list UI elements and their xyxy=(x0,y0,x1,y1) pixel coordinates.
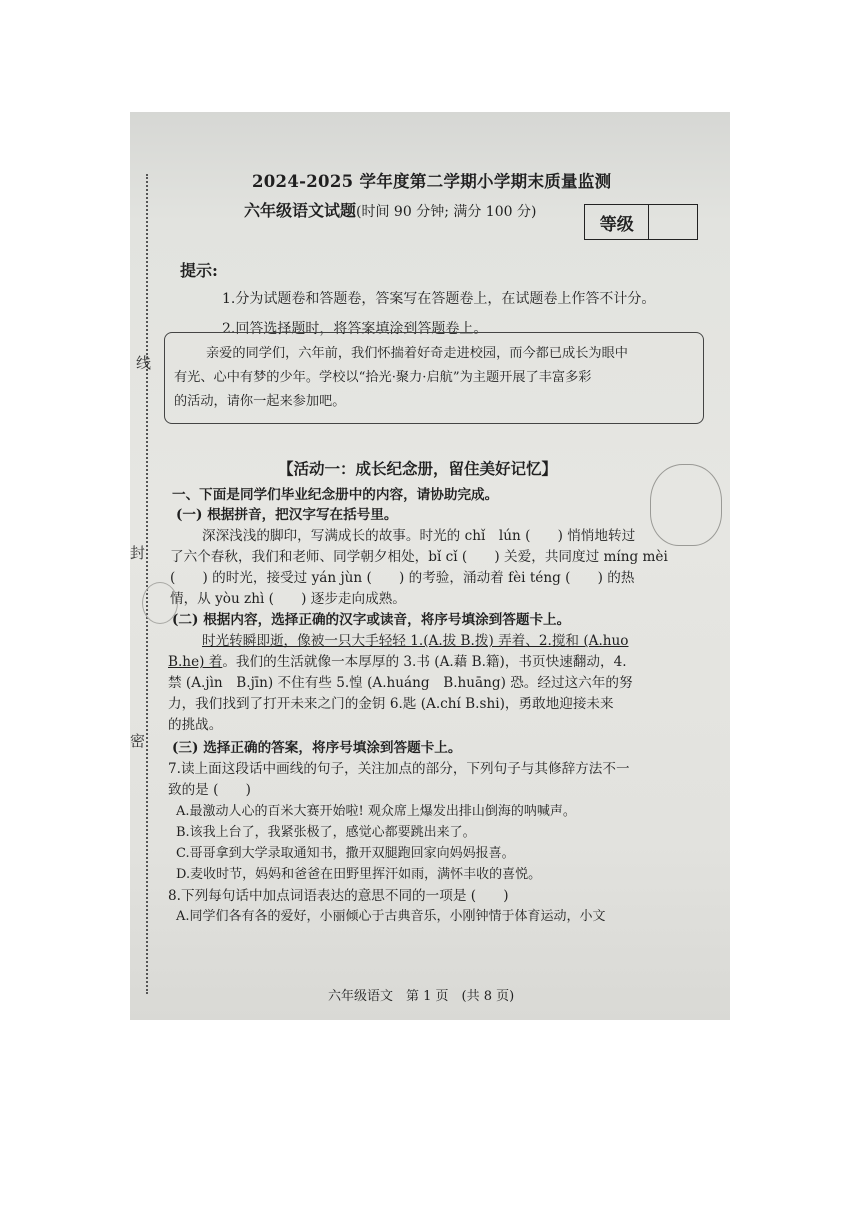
pinyin-line-2: 了六个春秋，我们和老师、同学朝夕相处，bǐ cǐ ( ) 关爱，共同度过 míng mèi xyxy=(170,549,668,565)
q7-option-a: A.最激动人心的百米大赛开始啦! 观众席上爆发出排山倒海的呐喊声。 xyxy=(176,804,576,819)
exam-paper-photo xyxy=(130,112,730,1020)
passage-rest-2: 。我们的生活就像一本厚厚的 3.书 (A.藉 B.籍)，书页快速翻动，4. xyxy=(222,654,627,670)
passage-line-5: 的挑战。 xyxy=(168,717,223,733)
hint-item-1: 1.分为试题卷和答题卷，答案写在答题卷上，在试题卷上作答不计分。 xyxy=(222,291,656,307)
part-1-heading: (一) 根据拼音，把汉字写在括号里。 xyxy=(176,507,398,523)
grade-label: 等级 xyxy=(599,214,634,235)
binding-char-xian: 线 xyxy=(136,354,152,372)
passage-underlined-part-2: B.he) 着 xyxy=(168,654,223,670)
binding-char-feng: 封 xyxy=(130,544,146,562)
q7-option-d: D.麦收时节，妈妈和爸爸在田野里挥汗如雨，满怀丰收的喜悦。 xyxy=(176,867,542,882)
passage-underlined-line-1: 时光转瞬即逝，像被一只大手轻轻 1.(A.拔 B.拨) 弄着、2.搅和 (A.huo xyxy=(202,633,629,649)
grade-blank-cell xyxy=(648,205,697,239)
passage-line-2 xyxy=(168,650,627,670)
exam-time-score-note: (时间 90 分钟; 满分 100 分) xyxy=(356,204,537,220)
grade-box xyxy=(584,204,698,240)
q8-line: 8.下列每句话中加点词语表达的意思不同的一项是 ( ) xyxy=(168,888,509,904)
part-3-heading: (三) 选择正确的答案，将序号填涂到答题卡上。 xyxy=(172,740,462,756)
q7-line-1: 7.读上面这段话中画线的句子，关注加点的部分，下列句子与其修辞方法不一 xyxy=(168,761,630,777)
passage-line-4: 力，我们找到了打开未来之门的金钥 6.匙 (A.chí B.shi)，勇敢地迎接未来 xyxy=(168,696,614,712)
intro-line-2: 有光、心中有梦的少年。学校以“拾光·聚力·启航”为主题开展了丰富多彩 xyxy=(174,370,592,385)
binding-char-mi: 密 xyxy=(130,732,146,750)
pinyin-line-1: 深深浅浅的脚印，写满成长的故事。时光的 chǐ lún ( ) 悄悄地转过 xyxy=(202,528,636,544)
hint-title: 提示: xyxy=(180,261,218,280)
q7-option-b: B.该我上台了，我紧张极了，感觉心都要跳出来了。 xyxy=(176,825,476,840)
pinyin-line-3: ( ) 的时光，接受过 yán jùn ( ) 的考验，涌动着 fèi téng ( ) 的热 xyxy=(170,570,635,586)
q7-option-c: C.哥哥拿到大学录取通知书，撒开双腿跑回家向妈妈报喜。 xyxy=(176,846,515,861)
q7-line-2: 致的是 ( ) xyxy=(168,782,251,798)
hint-item-2: 2.回答选择题时，将答案填涂到答题卷上。 xyxy=(222,321,488,337)
pinyin-line-4: 情，从 yòu zhì ( ) 逐步走向成熟。 xyxy=(170,591,406,607)
cartoon-kid-illustration xyxy=(650,464,722,546)
q8-option-a: A.同学们各有各的爱好，小丽倾心于古典音乐，小刚钟情于体育运动，小文 xyxy=(176,909,606,924)
intro-line-1: 亲爱的同学们，六年前，我们怀揣着好奇走进校园，而今都已成长为眼中 xyxy=(206,346,628,361)
exam-subtitle xyxy=(244,198,536,221)
exam-title: 2024-2025 学年度第二学期小学期末质量监测 xyxy=(252,172,612,191)
exam-subtitle-main: 六年级语文试题 xyxy=(244,201,357,220)
section-1-heading: 一、下面是同学们毕业纪念册中的内容，请协助完成。 xyxy=(172,487,499,503)
binding-dotted-line xyxy=(146,174,148,994)
page-footer: 六年级语文 第 1 页 (共 8 页) xyxy=(328,989,515,1004)
activity-1-title: 【活动一：成长纪念册，留住美好记忆】 xyxy=(278,459,558,478)
passage-line-3: 禁 (A.jìn B.jīn) 不住有些 5.惶 (A.huáng B.huāng) 恐。经过这六年的努 xyxy=(168,675,633,691)
intro-line-3: 的活动，请你一起来参加吧。 xyxy=(174,394,346,409)
part-2-heading: (二) 根据内容，选择正确的汉字或读音，将序号填涂到答题卡上。 xyxy=(172,612,571,628)
